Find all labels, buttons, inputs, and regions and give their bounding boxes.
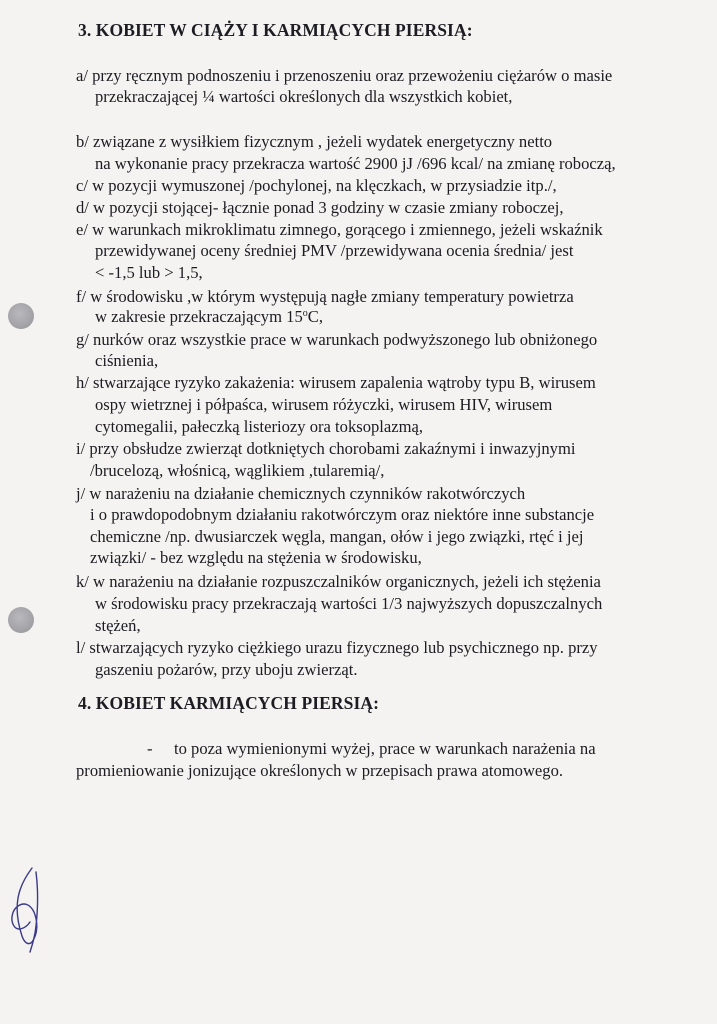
item-l-line-1: l/ stwarzających ryzyko ciężkiego urazu fizycznego lub psychicznego np. przy — [76, 638, 598, 657]
item-e-line-1: e/ w warunkach mikroklimatu zimnego, gorącego i zmiennego, jeżeli wskaźnik — [76, 220, 603, 239]
item-j-line-1: j/ w narażeniu na działanie chemicznych czynników rakotwórczych — [76, 484, 526, 503]
item-f-line-1: f/ w środowisku ,w którym występują nagłe zmiany temperatury powietrza — [76, 287, 574, 306]
section-4-heading: 4. KOBIET KARMIĄCYCH PIERSIĄ: — [78, 693, 380, 713]
item-i-line-2: /brucelozą, włośnicą, wąglikiem ,tularemią/, — [90, 461, 385, 480]
item-f-line-2-text: w zakresie przekraczającym 15 — [95, 307, 303, 326]
punch-hole-top — [8, 303, 34, 329]
section-4-line-1: to poza wymienionymi wyżej, prace w warunkach narażenia na — [174, 739, 596, 758]
item-h-line-2: ospy wietrznej i półpaśca, wirusem różyczki, wirusem HIV, wirusem — [95, 395, 553, 414]
section-4-line-2: promieniowanie jonizujące określonych w przepisach prawa atomowego. — [76, 761, 564, 780]
item-f-line-2-unit: C, — [307, 307, 323, 326]
item-g-line-1: g/ nurków oraz wszystkie prace w warunkach podwyższonego lub obniżonego — [76, 330, 598, 349]
item-e-line-2: przewidywanej oceny średniej PMV /przewidywana ocenia średnia/ jest — [95, 241, 574, 260]
item-l-line-2: gaszeniu pożarów, przy uboju zwierząt. — [95, 660, 358, 679]
item-a-line-1: a/ przy ręcznym podnoszeniu i przenoszeniu oraz przewożeniu ciężarów o masie — [76, 66, 613, 85]
item-k-line-3: stężeń, — [95, 616, 141, 635]
item-b-line-1: b/ związane z wysiłkiem fizycznym , jeżeli wydatek energetyczny netto — [76, 132, 553, 151]
section-3-heading: 3. KOBIET W CIĄŻY I KARMIĄCYCH PIERSIĄ: — [78, 20, 473, 40]
item-b-line-2: na wykonanie pracy przekracza wartość 2900 jJ /696 kcal/ na zmianę roboczą, — [95, 154, 616, 173]
item-h-line-3: cytomegalii, pałeczką listeriozy ora toksoplazmą, — [95, 417, 424, 436]
item-j-line-2: i o prawdopodobnym działaniu rakotwórczym oraz niektóre inne substancje — [90, 505, 595, 524]
item-i-line-1: i/ przy obsłudze zwierząt dotkniętych chorobami zakaźnymi i inwazyjnymi — [76, 439, 576, 458]
degree-superscript: o — [302, 308, 308, 319]
item-h-line-1: h/ stwarzające ryzyko zakażenia: wirusem zapalenia wątroby typu B, wirusem — [76, 373, 596, 392]
item-g-line-2: ciśnienia, — [95, 351, 159, 370]
handwritten-signature — [2, 862, 54, 954]
item-a-line-2: przekraczającej ¼ wartości określonych dla wszystkich kobiet, — [95, 87, 513, 106]
item-k-line-2: w środowisku pracy przekraczają wartości 1/3 najwyższych dopuszczalnych — [95, 594, 603, 613]
item-k-line-1: k/ w narażeniu na działanie rozpuszczalników organicznych, jeżeli ich stężenia — [76, 572, 601, 591]
item-j-line-4: związki/ - bez względu na stężenia w środowisku, — [90, 548, 422, 567]
punch-hole-bottom — [8, 607, 34, 633]
section-4-bullet: - — [147, 739, 153, 758]
item-c-line-1: c/ w pozycji wymuszonej /pochylonej, na klęczkach, w przysiadzie itp./, — [76, 176, 557, 195]
item-j-line-3: chemiczne /np. dwusiarczek węgla, mangan, ołów i jego związki, rtęć i jej — [90, 527, 584, 546]
item-f-line-2 — [95, 307, 323, 327]
item-e-line-3: < -1,5 lub > 1,5, — [95, 263, 203, 282]
item-d-line-1: d/ w pozycji stojącej- łącznie ponad 3 godziny w czasie zmiany roboczej, — [76, 198, 564, 217]
